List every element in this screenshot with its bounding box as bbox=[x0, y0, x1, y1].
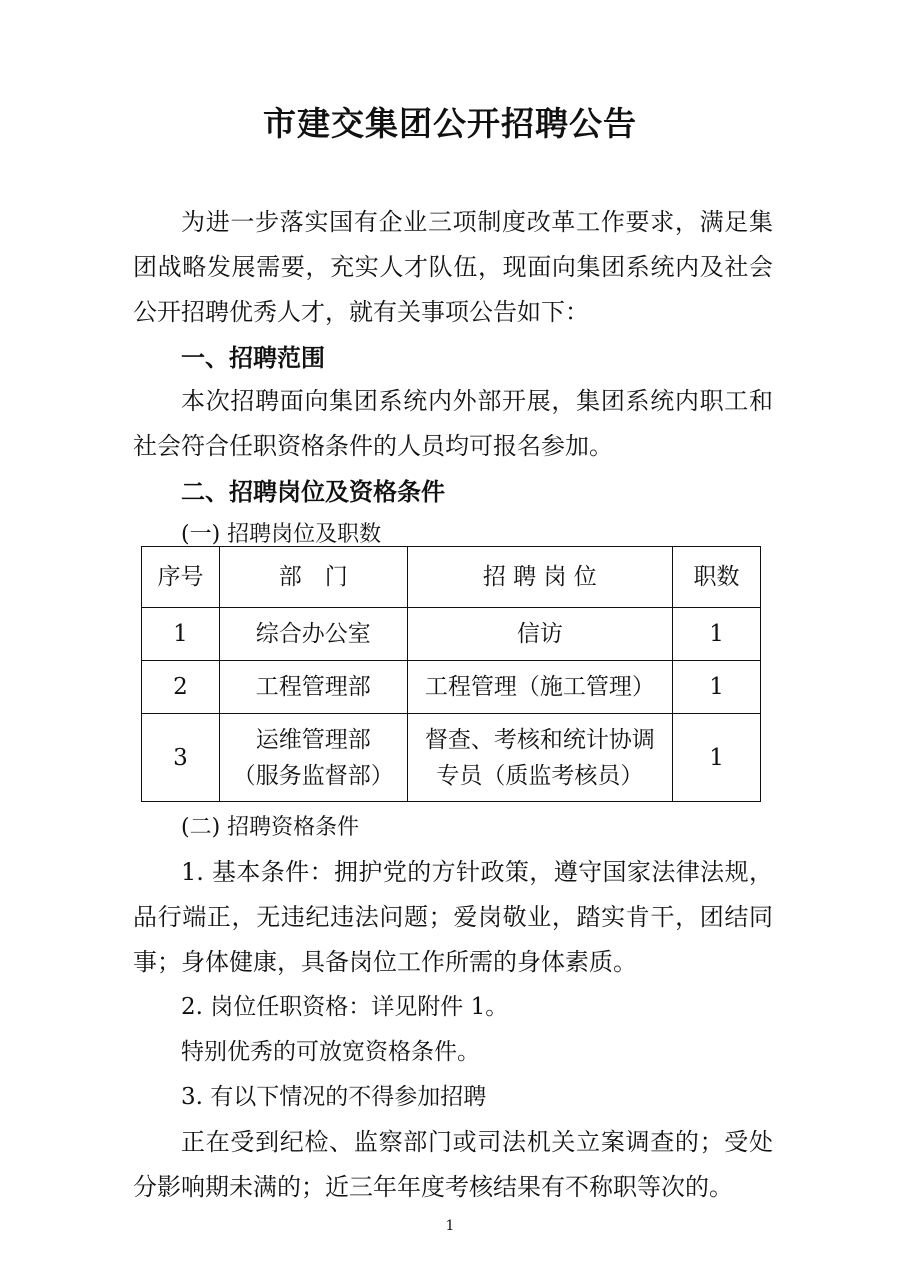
intro-paragraph: 为进一步落实国有企业三项制度改革工作要求，满足集团战略发展需要，充实人才队伍，现面向集团系统内及社会公开招聘优秀人才，就有关事项公告如下： bbox=[133, 208, 773, 326]
row-department: 综合办公室 bbox=[219, 608, 407, 661]
row-department: 工程管理部 bbox=[219, 661, 407, 714]
relaxed-conditions-item: 特别优秀的可放宽资格条件。 bbox=[181, 1039, 480, 1065]
exclusion-heading: 3. 有以下情况的不得参加招聘 bbox=[181, 1084, 487, 1110]
subsection1-heading: (一) 招聘岗位及职数 bbox=[181, 522, 382, 547]
department-line2: （服务监督部） bbox=[232, 762, 394, 789]
table-row bbox=[142, 608, 761, 661]
section1-paragraph: 本次招聘面向集团系统内外部开展，集团系统内职工和社会符合任职资格条件的人员均可报名参加。 bbox=[133, 387, 773, 460]
row-number: 1 bbox=[142, 608, 220, 661]
row-number: 2 bbox=[142, 661, 220, 714]
header-cell: 招 聘 岗 位 bbox=[407, 547, 673, 608]
position-line1: 督查、考核和统计协调 bbox=[424, 726, 655, 753]
positions-table bbox=[141, 546, 761, 802]
exclusion-paragraph: 正在受到纪检、监察部门或司法机关立案调查的；受处分影响期未满的；近三年年度考核结果有不称职等次的。 bbox=[133, 1128, 773, 1201]
table-header-row bbox=[142, 547, 761, 608]
header-cell: 序号 bbox=[142, 547, 220, 608]
conditions-block bbox=[133, 806, 773, 1210]
row-department bbox=[219, 714, 407, 802]
subsection2-heading: (二) 招聘资格条件 bbox=[181, 815, 360, 840]
row-count: 1 bbox=[673, 714, 761, 802]
section1-heading: 一、招聘范围 bbox=[181, 344, 325, 372]
row-number: 3 bbox=[142, 714, 220, 802]
row-position: 信访 bbox=[407, 608, 673, 661]
qualification-item: 2. 岗位任职资格：详见附件 1。 bbox=[181, 994, 509, 1020]
section2-heading: 二、招聘岗位及资格条件 bbox=[181, 478, 445, 506]
table-row bbox=[142, 714, 761, 802]
table-row bbox=[142, 661, 761, 714]
row-position bbox=[407, 714, 673, 802]
basic-conditions-paragraph: 1. 基本条件：拥护党的方针政策，遵守国家法律法规，品行端正，无违纪违法问题；爱岗敬业，踏实肯干，团结同事；身体健康，具备岗位工作所需的身体素质。 bbox=[133, 858, 773, 976]
header-cell: 职数 bbox=[673, 547, 761, 608]
page-number: 1 bbox=[445, 1218, 455, 1234]
header-cell: 部 门 bbox=[219, 547, 407, 608]
position-line2: 专员（质监考核员） bbox=[436, 762, 644, 789]
intro-block bbox=[133, 200, 773, 557]
row-count: 1 bbox=[673, 608, 761, 661]
department-line1: 运维管理部 bbox=[255, 726, 371, 753]
row-count: 1 bbox=[673, 661, 761, 714]
row-position: 工程管理（施工管理） bbox=[407, 661, 673, 714]
page-title: 市建交集团公开招聘公告 bbox=[263, 104, 637, 143]
